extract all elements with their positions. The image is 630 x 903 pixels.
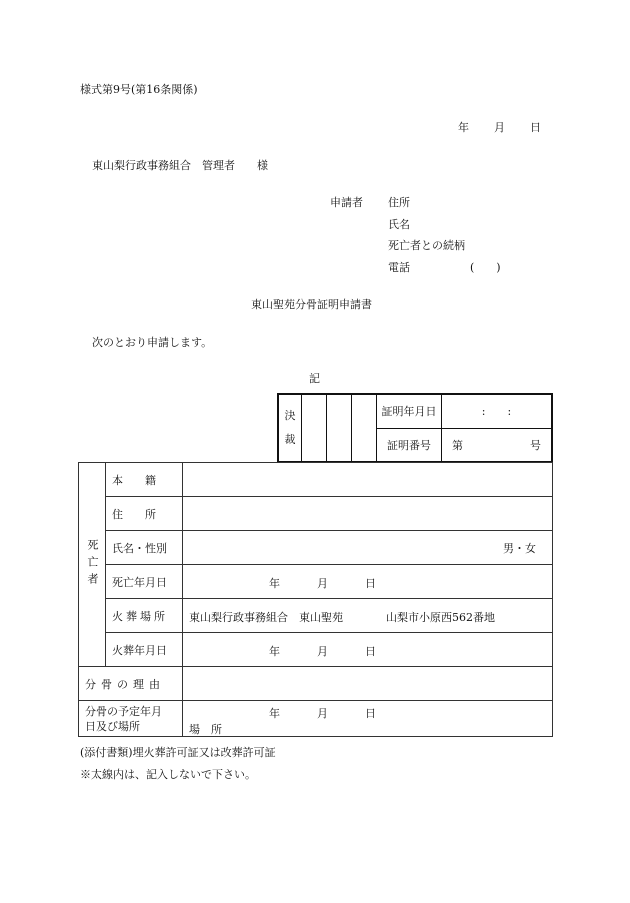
planned-label-line2: 日及び場所 xyxy=(85,719,140,733)
kessai-char-1: 決 xyxy=(284,409,296,422)
planned-place: 場 所 xyxy=(189,723,222,736)
intro-text: 次のとおり申請します。 xyxy=(92,336,213,349)
death-day-unit: 日 xyxy=(365,577,376,590)
document-title: 東山聖苑分骨証明申請書 xyxy=(251,298,372,311)
reason-label: 分骨の理由 xyxy=(79,667,183,701)
address-value xyxy=(183,497,553,531)
planned-label-line1: 分骨の予定年月 xyxy=(85,704,162,718)
deceased-side-label: 死亡者 xyxy=(79,463,106,667)
date-year: 年 xyxy=(458,121,469,134)
planned-label xyxy=(79,701,183,737)
crem-place-value xyxy=(183,599,553,633)
planned-value xyxy=(183,701,553,737)
stamp-cell-1 xyxy=(302,394,327,462)
crem-year-unit: 年 xyxy=(269,645,280,658)
name-sex-value xyxy=(183,531,553,565)
stamp-cell-3 xyxy=(352,394,377,462)
cert-no-prefix: 第 xyxy=(452,438,463,452)
cert-date-label: 証明年月日 xyxy=(377,394,442,428)
planned-year-unit: 年 xyxy=(269,707,280,720)
addressee: 東山梨行政事務組合 管理者 様 xyxy=(92,159,268,172)
applicant-relation: 死亡者との続柄 xyxy=(388,239,465,252)
stamp-cell-2 xyxy=(327,394,352,462)
attachment-note: (添付書類)埋火葬許可証又は改葬許可証 xyxy=(80,746,276,759)
deceased-table xyxy=(78,462,553,737)
date-day: 日 xyxy=(530,121,541,134)
reason-value xyxy=(183,667,553,701)
form-number: 様式第9号(第16条関係) xyxy=(80,83,198,96)
thick-frame-note: ※太線内は、記入しないで下さい。 xyxy=(80,768,256,781)
cert-no-suffix: 号 xyxy=(530,438,541,452)
death-year-unit: 年 xyxy=(269,577,280,590)
death-date-value xyxy=(183,565,553,599)
cert-date-value: : : xyxy=(442,394,553,428)
ki-heading: 記 xyxy=(309,372,320,385)
planned-day-unit: 日 xyxy=(365,707,376,720)
name-sex-label: 氏名・性別 xyxy=(106,531,183,565)
crem-date-value xyxy=(183,633,553,667)
crem-month-unit: 月 xyxy=(317,645,328,658)
applicant-name: 氏名 xyxy=(388,218,410,231)
honseki-label: 本 籍 xyxy=(106,463,183,497)
death-date-label: 死亡年月日 xyxy=(106,565,183,599)
planned-month-unit: 月 xyxy=(317,707,328,720)
date-month: 月 xyxy=(494,121,505,134)
death-month-unit: 月 xyxy=(317,577,328,590)
date-line xyxy=(458,119,541,135)
cert-no-label: 証明番号 xyxy=(377,428,442,462)
address-label: 住 所 xyxy=(106,497,183,531)
crem-day-unit: 日 xyxy=(365,645,376,658)
applicant-label: 申請者 xyxy=(330,196,363,209)
approval-box xyxy=(277,393,553,463)
crem-date-label: 火葬年月日 xyxy=(106,633,183,667)
applicant-phone: 電話 xyxy=(388,261,410,274)
crem-place-facility: 東山梨行政事務組合 東山聖苑 xyxy=(189,611,343,624)
kessai-label xyxy=(278,394,302,462)
kessai-char-2: 裁 xyxy=(284,433,296,446)
crem-place-address: 山梨市小原西562番地 xyxy=(386,611,495,624)
sex-options: 男・女 xyxy=(503,541,536,555)
cert-no-value xyxy=(442,428,553,462)
applicant-address: 住所 xyxy=(388,196,410,209)
applicant-phone-paren: ( ) xyxy=(470,261,501,274)
honseki-value xyxy=(183,463,553,497)
crem-place-label: 火葬場所 xyxy=(106,599,183,633)
